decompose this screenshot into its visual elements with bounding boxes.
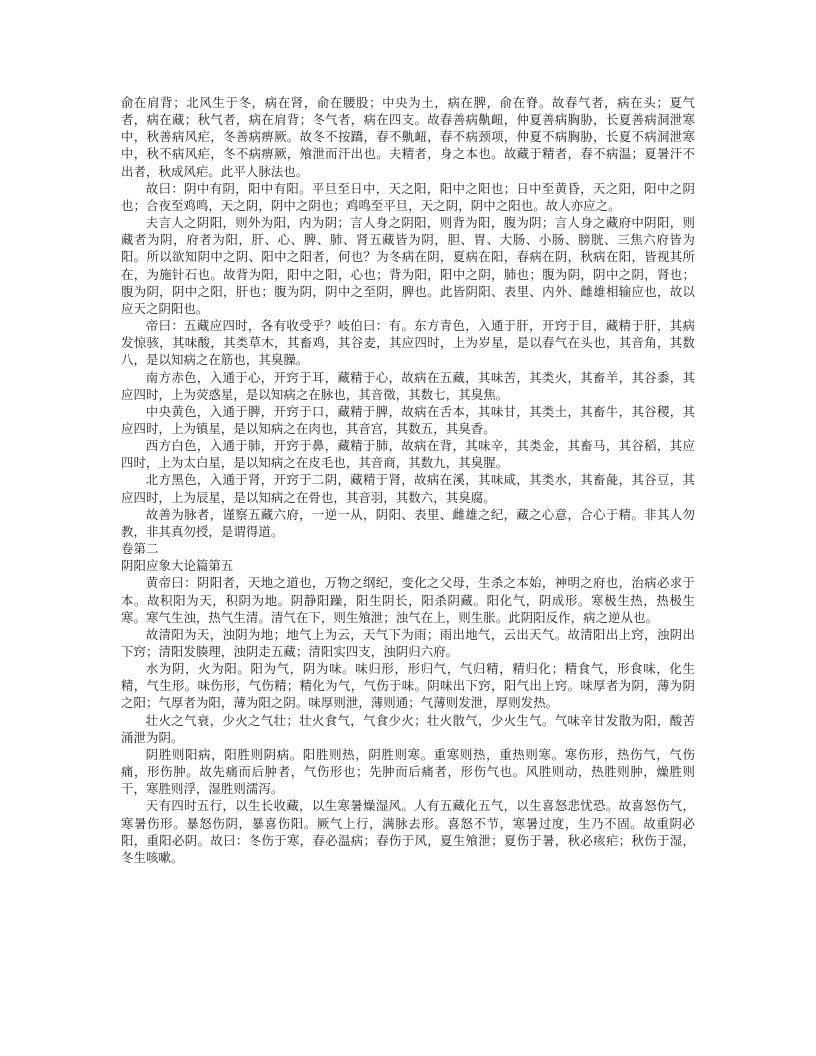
paragraph-2: 故曰：阴中有阴，阳中有阳。平旦至日中，天之阳，阳中之阳也；日中至黄昏，天之阳，阳中之阴也；合夜至鸡鸣，天之阴，阴中之阴也；鸡鸣至平旦，天之阴，阴中之阳也。故人亦应之。 [121,180,695,213]
paragraph-4: 帝曰：五藏应四时，各有收受乎？岐伯曰：有。东方青色，入通于肝，开窍于目，藏精于肝，其病发惊骇，其味酸，其类草木，其畜鸡，其谷麦，其应四时，上为岁星，是以春气在头也，其音角，其数八，是以知病之在筋也，其臭臊。 [121,318,695,368]
paragraph-13: 壮火之气衰，少火之气壮；壮火食气，气食少火；壮火散气，少火生气。气味辛甘发散为阳，酸苦涌泄为阴。 [121,712,695,745]
paragraph-1: 俞在肩背；北风生于冬，病在肾，俞在腰股；中央为土，病在脾，俞在脊。故春气者，病在头；夏气者，病在藏；秋气者，病在肩背；冬气者，病在四支。故春善病鼽衄，仲夏善病胸胁，长夏善病洞泄寒中，秋善病风疟，冬善病痹厥。故冬不按蹻，春不鼽衄，春不病颈项，仲夏不病胸胁，长夏不病洞泄寒中，秋不病风疟，冬不病痹厥，飧泄而汗出也。夫精者，身之本也。故藏于精者，春不病温；夏暑汗不出者，秋成风疟。此平人脉法也。 [121,95,695,179]
paragraph-5: 南方赤色，入通于心，开窍于耳，藏精于心，故病在五藏，其味苦，其类火，其畜羊，其谷黍，其应四时，上为荧惑星，是以知病之在脉也，其音徵，其数七，其臭焦。 [121,369,695,402]
paragraph-10: 黄帝曰：阴阳者，天地之道也，万物之纲纪，变化之父母，生杀之本始，神明之府也，治病必求于本。故积阳为天，积阴为地。阴静阳躁，阳生阴长，阳杀阴藏。阳化气，阴成形。寒极生热，热极生寒。寒气生浊，热气生清。清气在下，则生飧泄；浊气在上，则生胀。此阴阳反作，病之逆从也。 [121,575,695,625]
paragraph-9: 故善为脉者，谨察五藏六府，一逆一从，阴阳、表里、雌雄之纪，藏之心意，合心于精。非其人勿教，非其真勿授，是谓得道。 [121,506,695,539]
paragraph-14: 阴胜则阳病，阳胜则阴病。阳胜则热，阴胜则寒。重寒则热，重热则寒。寒伤形，热伤气，气伤痛，形伤肿。故先痛而后肿者，气伤形也；先肿而后痛者，形伤气也。风胜则动，热胜则肿，燥胜则干，寒胜则浮，湿胜则濡泻。 [121,746,695,797]
paragraph-11: 故清阳为天，浊阴为地；地气上为云，天气下为雨；雨出地气，云出天气。故清阳出上窍，浊阴出下窍；清阳发腠理，浊阴走五藏；清阳实四支，浊阴归六府。 [121,626,695,659]
paragraph-12: 水为阴，火为阳。阳为气，阴为味。味归形，形归气，气归精，精归化；精食气，形食味，化生精，气生形。味伤形，气伤精；精化为气，气伤于味。阴味出下窍，阳气出上窍。味厚者为阴，薄为阴之阳；气厚者为阳，薄为阳之阴。味厚则泄，薄则通；气薄则发泄，厚则发热。 [121,661,695,711]
paragraph-7: 西方白色，入通于肺，开窍于鼻，藏精于肺，故病在背，其味辛，其类金，其畜马，其谷稻，其应四时，上为太白星，是以知病之在皮毛也，其音商，其数九，其臭腥。 [121,438,695,471]
paragraph-15: 天有四时五行，以生长收藏，以生寒暑燥湿风。人有五藏化五气，以生喜怒悲忧恐。故喜怒伤气，寒暑伤形。暴怒伤阴，暴喜伤阳。厥气上行，满脉去形。喜怒不节，寒暑过度，生乃不固。故重阴必阳，重阳必阴。故曰：冬伤于寒，春必温病；春伤于风，夏生飧泄；夏伤于暑，秋必痎疟；秋伤于湿，冬生咳嗽。 [121,798,695,865]
document-body [121,94,695,866]
chapter-heading: 阴阳应象大论篇第五 [121,558,234,574]
paragraph-3: 夫言人之阴阳，则外为阳，内为阴；言人身之阴阳，则背为阳，腹为阴；言人身之藏府中阴阳，则藏者为阴，府者为阳，肝、心、脾、肺、肾五藏皆为阴，胆、胃、大肠、小肠、膀胱、三焦六府皆为阳。所以欲知阴中之阴、阳中之阳者，何也？为冬病在阴，夏病在阳，春病在阴，秋病在阳，皆视其所在，为施针石也。故背为阳，阳中之阳，心也；背为阳，阳中之阴，肺也；腹为阴，阴中之阴，肾也；腹为阴，阴中之阳，肝也；腹为阴，阴中之至阴，脾也。此皆阴阳、表里、内外、雌雄相输应也，故以应天之阴阳也。 [121,215,695,316]
paragraph-6: 中央黄色，入通于脾，开窍于口，藏精于脾，故病在舌本，其味甘，其类土，其畜牛，其谷稷，其应四时，上为镇星，是以知病之在肉也，其音宫，其数五，其臭香。 [121,403,695,436]
volume-heading: 卷第二 [121,541,159,557]
paragraph-8: 北方黑色，入通于肾，开窍于二阴，藏精于肾，故病在溪，其味咸，其类水，其畜彘，其谷豆，其应四时，上为辰星，是以知病之在骨也，其音羽，其数六，其臭腐。 [121,472,695,505]
